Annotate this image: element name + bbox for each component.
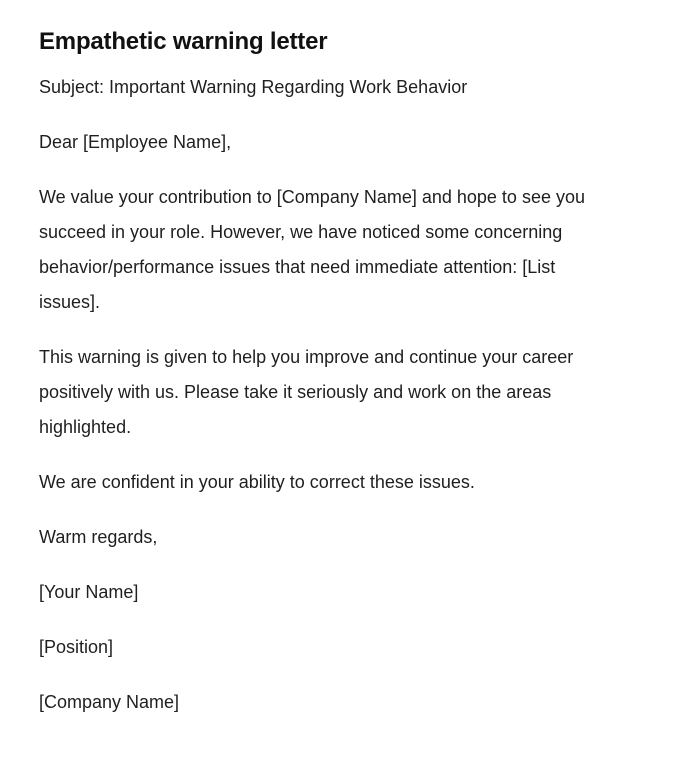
body-paragraph-3: We are confident in your ability to correct these issues.: [39, 472, 475, 492]
closing-line: Warm regards,: [39, 527, 158, 547]
body-paragraph-1: We value your contribution to [Company Name] and hope to see you succeed in your role. However, we have noticed some concerning behavior/performance issues that need immediate attention: [List issues].: [39, 187, 585, 312]
signature-company-placeholder: [Company Name]: [39, 692, 180, 712]
signature-position-placeholder: [Position]: [39, 637, 114, 657]
body-paragraph-2: This warning is given to help you improve and continue your career positively with us. Please take it seriously and work on the areas highlighted.: [39, 347, 574, 437]
subject-line: Subject: Important Warning Regarding Work Behavior: [39, 77, 468, 97]
page-title: Empathetic warning letter: [39, 28, 328, 55]
salutation-line: Dear [Employee Name],: [39, 132, 232, 152]
signature-name-placeholder: [Your Name]: [39, 582, 139, 602]
